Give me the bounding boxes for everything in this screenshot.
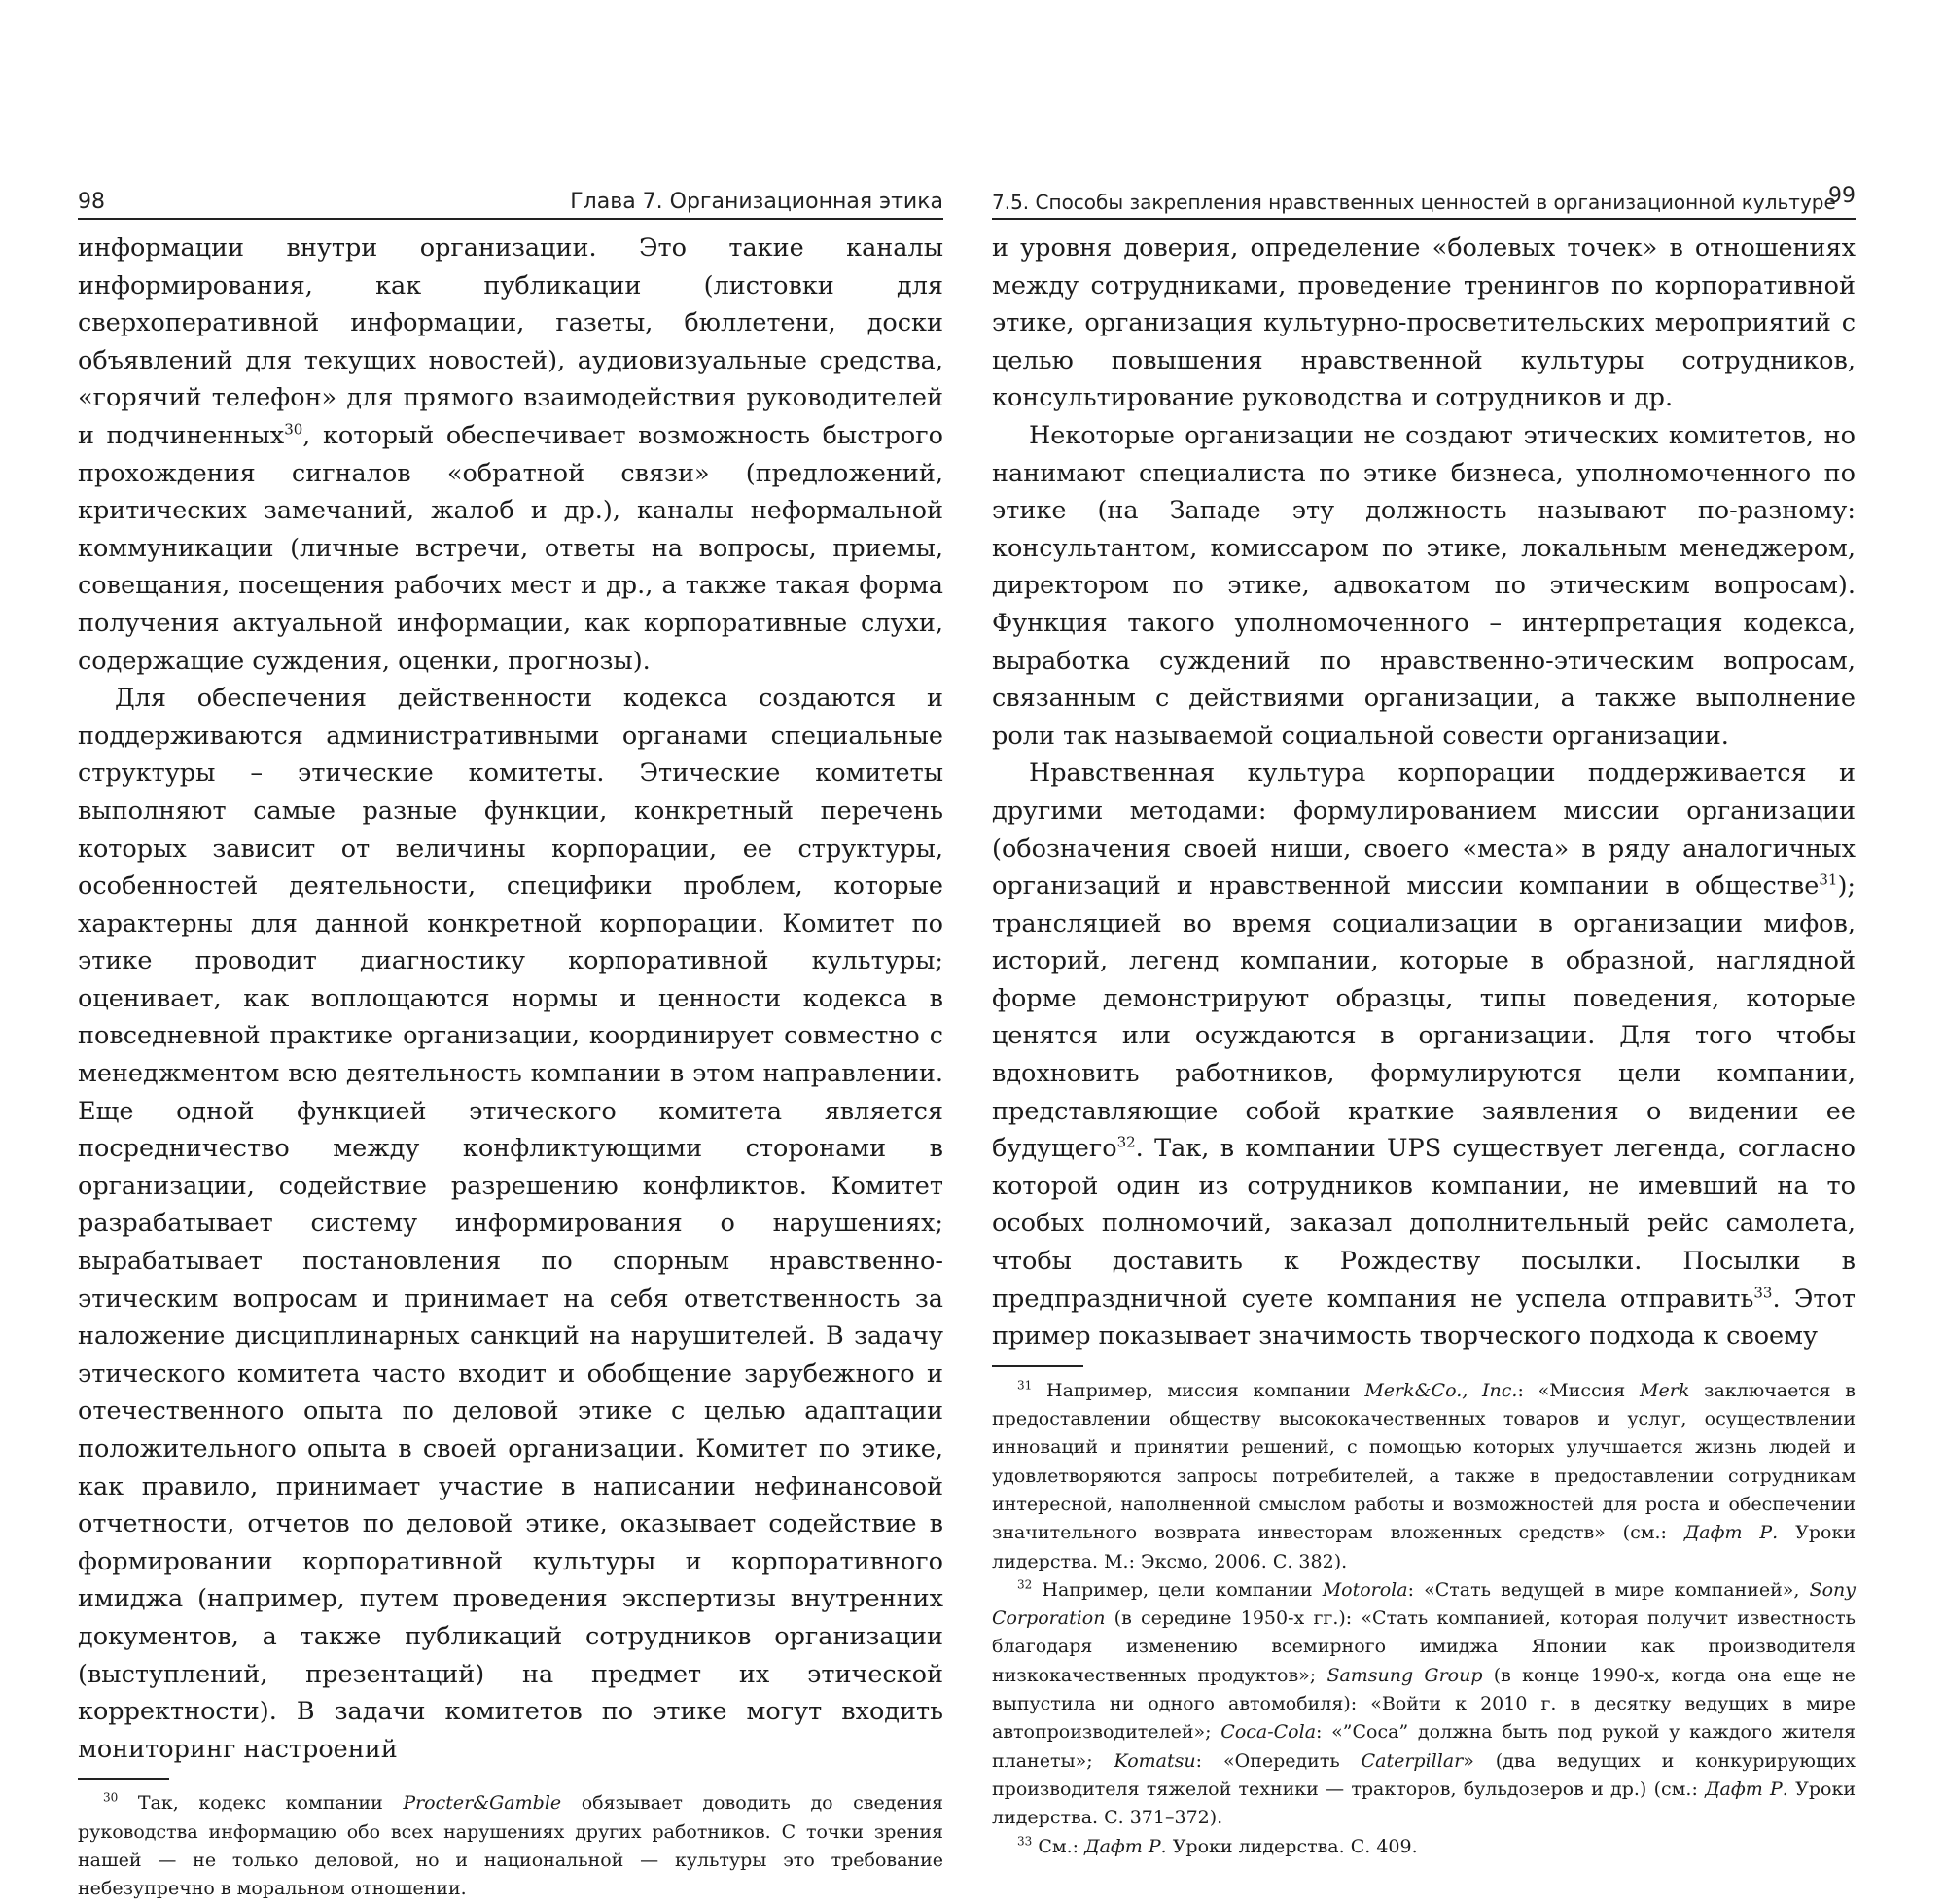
paragraph: Некоторые организации не создают этических комитетов, но нанимают специалиста по этике бизнеса, уполномоченного по этике (на Западе эту должность называют по-разному: консультантом, комиссаром по этике, локальным менеджером, директором по этике, адвокатом по этическим вопросам). Функция такого уполномоченного – интерпретация кодекса, выработка суждений по нравственно-этическим вопросам, связанным с действиями организации, а также выполнение роли так называемой социальной совести организации.	[992, 420, 1856, 751]
paragraph: и уровня доверия, определение «болевых точек» в отношениях между сотрудниками, проведение тренингов по корпоративной этике, организация культурно-просветительских мероприятий с целью повышения нравственной культуры сотрудников, консультирование руководства и сотрудников и др.	[992, 233, 1856, 413]
right-body-text	[992, 229, 1856, 1356]
footnote-30: $^{30}$ Так, кодекс компании Procter&Gamble обязывает доводить до сведения руководства информацию обо всех нарушениях других работников. С точки зрения нашей — не только деловой, но и национальной — культуры это требование небезупречно в моральном отношении.	[78, 1791, 943, 1900]
running-head-left	[78, 183, 943, 220]
section-title: 7.5. Способы закрепления нравственных ценностей в организационной культуре	[992, 191, 1836, 214]
footnote-31: $^{31}$ Например, миссия компании Merk&Co., Inc.: «Миссия Merk заключается в предоставлении обществу высококачественных товаров и услуг, осуществлении инноваций и принятии решений, с помощью которых улучшается жизнь людей и удовлетворяются запросы потребителей, а также в предоставлении сотрудникам интересной, наполненной смыслом работы и возможностей для роста и обеспечении значительного возврата инвесторам вложенных средств» (см.: Дафт Р. Уроки лидерства. М.: Эксмо, 2006. С. 382).	[992, 1378, 1856, 1572]
paragraph: Нравственная культура корпорации поддерживается и другими методами: формулированием миссии организации (обозначения своей ниши, своего «места» в ряду аналогичных организаций и нравственной миссии компании в обществе$^{31}$); трансляцией во время социализации в организации мифов, историй, легенд компании, которые в образной, наглядной форме демонстрируют образцы, типы поведения, которые ценятся или осуждаются в организации. Для того чтобы вдохновить работников, формулируются цели компании, представляющие собой краткие заявления о видении ее будущего$^{32}$. Так, в компании UPS существует легенда, согласно которой один из сотрудников компании, не имевший на то особых полномочий, заказал дополнительный рейс самолета, чтобы доставить к Рождеству посылки. Посылки в предпраздничной суете компания не успела отправить$^{33}$. Этот пример показывает значимость творческого подхода к своему	[992, 758, 1856, 1352]
footnote-ref: 31	[1819, 870, 1838, 889]
footnote-33: $^{33}$ См.: Дафт Р. Уроки лидерства. С. 409.	[1017, 1834, 1418, 1857]
footnote-divider	[992, 1365, 1083, 1367]
footnotes-left	[78, 1789, 943, 1903]
running-head-right	[992, 183, 1856, 220]
paragraph: информации внутри организации. Это такие каналы информирования, как публикации (листовки для сверхоперативной информации, газеты, бюллетени, доски объявлений для текущих новостей), аудиовизуальные средства, «горячий телефон» для прямого взаимодействия руководителей и подчиненных$^{30}$, который обеспечивает возможность быстрого прохождения сигналов «обратной связи» (предложений, критических замечаний, жалоб и др.), каналы неформальной коммуникации (личные встречи, ответы на вопросы, приемы, совещания, посещения рабочих мест и др., а также такая форма получения актуальной информации, как корпоративные слухи, содержащие суждения, оценки, прогнозы).	[78, 233, 943, 676]
footnote-divider	[78, 1778, 169, 1780]
left-body-text	[78, 229, 943, 1768]
footnote-ref: 32	[1116, 1133, 1136, 1151]
footnote-ref: 30	[284, 420, 303, 439]
chapter-title: Глава 7. Организационная этика	[570, 190, 943, 214]
footnotes-right	[992, 1377, 1856, 1861]
right-page	[992, 183, 1856, 1861]
footnote-32: $^{32}$ Например, цели компании Motorola: «Стать ведущей в мире компанией», Sony Corporation (в середине 1950-х гг.): «Стать компанией, которая получит известность благодаря изменению всемирного имиджа Японии как производителя низкокачественных продуктов»; Samsung Group (в конце 1990-х, когда она еще не выпустила ни одного автомобиля): «Войти к 2010 г. в десятку ведущих в мире автопроизводителей»; Coca-Cola: «”Coca” должна быть под рукой у каждого жителя планеты»; Komatsu: «Опередить Caterpillar» (два ведущих и конкурирующих производителя тяжелой техники — тракторов, бульдозеров и др.) (см.: Дафт Р. Уроки лидерства. С. 371–372).	[992, 1577, 1857, 1829]
footnote-ref: 33	[1753, 1284, 1773, 1302]
paragraph: Для обеспечения действенности кодекса создаются и поддерживаются административными органами специальные структуры – этические комитеты. Этические комитеты выполняют самые разные функции, конкретный перечень которых зависит от величины корпорации, ее структуры, особенностей деятельности, специфики проблем, которые характерны для данной конкретной корпорации. Комитет по этике проводит диагностику корпоративной культуры; оценивает, как воплощаются нормы и ценности кодекса в повседневной практике организации, координирует совместно с менеджментом всю деятельность компании в этом направлении. Еще одной функцией этического комитета является посредничество между конфликтующими сторонами в организации, содействие разрешению конфликтов. Комитет разрабатывает систему информирования о нарушениях; вырабатывает постановления по спорным нравственно-этическим вопросам и принимает на себя ответственность за наложение дисциплинарных санкций на нарушителей. В задачу этического комитета часто входит и обобщение зарубежного и отечественного опыта по деловой этике с целью адаптации положительного опыта в своей организации. Комитет по этике, как правило, принимает участие в написании нефинансовой отчетности, отчетов по деловой этике, оказывает содействие в формировании корпоративной культуры и корпоративного имиджа (например, путем проведения экспертизы внутренних документов, а также публикаций сотрудников организации (выступлений, презентаций) на предмет их этической корректности). В задачи комитетов по этике могут входить мониторинг настроений	[78, 684, 943, 1764]
page-number-left: 98	[78, 190, 105, 214]
page-number-right: 99	[1828, 184, 1856, 208]
left-page	[78, 183, 943, 1904]
